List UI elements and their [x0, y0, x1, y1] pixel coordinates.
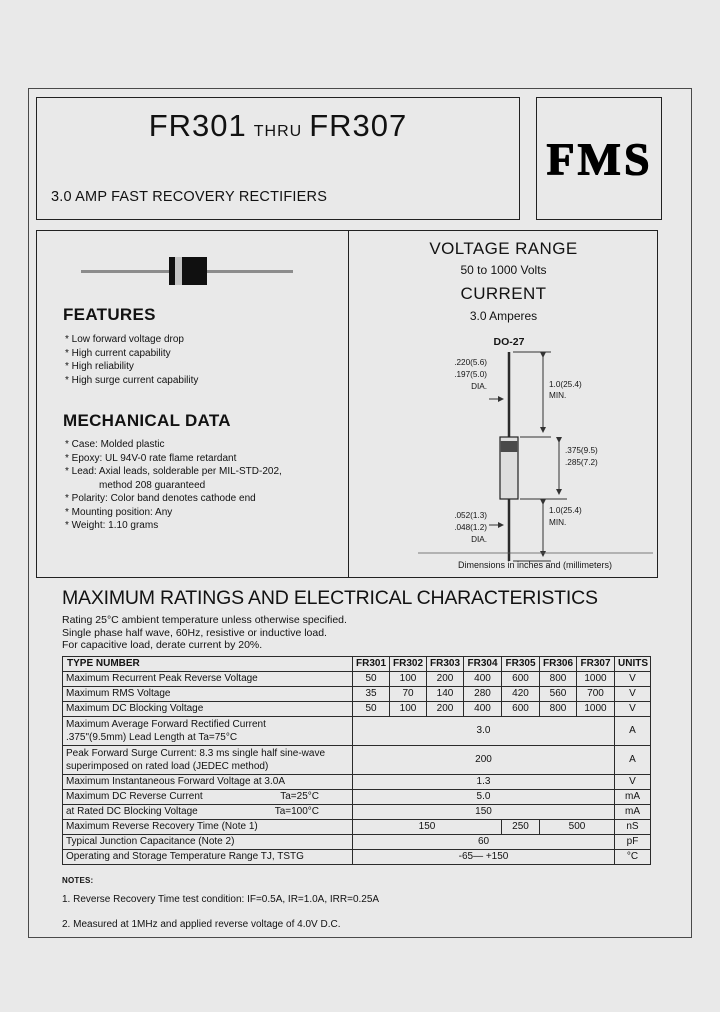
- dim-min-label: MIN.: [549, 391, 567, 400]
- header-title-box: [36, 97, 520, 220]
- cell-value: 560: [540, 687, 577, 702]
- row-label: Maximum Recurrent Peak Reverse Voltage: [63, 672, 353, 687]
- cell-value: 50: [353, 702, 390, 717]
- mechanical-item: * Epoxy: UL 94V-0 rate flame retardant: [65, 452, 282, 466]
- row-label: Typical Junction Capacitance (Note 2): [63, 835, 353, 850]
- table-row: [63, 687, 651, 702]
- cell-value-fr305: 250: [502, 820, 540, 835]
- row-label-line: Maximum Average Forward Rectified Current: [66, 719, 266, 730]
- cell-value: 200: [427, 702, 464, 717]
- row-condition: Ta=100°C: [274, 806, 319, 817]
- title-thru: THRU: [253, 123, 303, 140]
- dim-body-length-max: .375(9.5): [565, 446, 598, 455]
- feature-item: * High current capability: [65, 347, 198, 361]
- package-outline-drawing: [363, 331, 653, 577]
- col-fr304: FR304: [464, 657, 502, 672]
- dimensions-footnote: Dimensions in inches and (millimeters): [457, 560, 613, 570]
- col-fr303: FR303: [427, 657, 464, 672]
- cell-value-span: 60: [353, 835, 615, 850]
- cell-value: 1000: [577, 702, 615, 717]
- row-label: Maximum Reverse Recovery Time (Note 1): [63, 820, 353, 835]
- row-label: [63, 790, 353, 805]
- ratings-condition-line: For capacitive load, derate current by 20%.: [62, 639, 263, 651]
- cell-value: 600: [502, 702, 540, 717]
- col-fr307: FR307: [577, 657, 615, 672]
- dim-body-diameter-max: .220(5.6): [454, 358, 487, 367]
- cell-value: 600: [502, 672, 540, 687]
- cell-value: 800: [540, 702, 577, 717]
- cell-unit: V: [615, 687, 651, 702]
- dim-min-label: MIN.: [549, 518, 567, 527]
- brand-logo: FMS: [545, 133, 653, 184]
- cell-unit: pF: [615, 835, 651, 850]
- datasheet-subtitle: 3.0 AMP FAST RECOVERY RECTIFIERS: [51, 189, 328, 205]
- col-units: UNITS: [615, 657, 651, 672]
- table-row: [63, 702, 651, 717]
- row-label-line: superimposed on rated load (JEDEC method): [66, 761, 269, 772]
- cell-unit: mA: [615, 805, 651, 820]
- cell-unit: A: [615, 746, 651, 775]
- dim-lead-diameter-min: .048(1.2): [454, 523, 487, 532]
- cell-value-span: 5.0: [353, 790, 615, 805]
- cell-value-span: 200: [353, 746, 615, 775]
- notes-section: [62, 876, 379, 930]
- current-label: CURRENT: [460, 284, 547, 303]
- features-heading: FEATURES: [63, 305, 156, 324]
- col-fr302: FR302: [390, 657, 427, 672]
- cell-unit: V: [615, 775, 651, 790]
- col-fr301: FR301: [353, 657, 390, 672]
- current-value: 3.0 Amperes: [469, 309, 538, 323]
- row-label-line: Peak Forward Surge Current: 8.3 ms single half sine-wave: [66, 748, 326, 759]
- dim-lead-diameter-max: .052(1.3): [454, 511, 487, 520]
- cell-unit: mA: [615, 790, 651, 805]
- cell-value: 800: [540, 672, 577, 687]
- cell-value-fr306-307: 500: [540, 820, 615, 835]
- package-name-label: DO-27: [493, 336, 525, 348]
- row-label-text: Maximum DC Reverse Current: [66, 791, 203, 802]
- cell-unit: V: [615, 672, 651, 687]
- cell-value: 420: [502, 687, 540, 702]
- cell-value: 200: [427, 672, 464, 687]
- dim-lead-length-top: 1.0(25.4): [549, 380, 582, 389]
- row-condition: Ta=25°C: [280, 791, 319, 802]
- mechanical-item: * Polarity: Color band denotes cathode end: [65, 492, 282, 506]
- cell-unit: A: [615, 717, 651, 746]
- cell-value: 100: [390, 672, 427, 687]
- cell-value: 280: [464, 687, 502, 702]
- ratings-table: [62, 656, 651, 865]
- cell-unit: nS: [615, 820, 651, 835]
- dim-dia-label: DIA.: [471, 535, 487, 544]
- row-label: [63, 805, 353, 820]
- cell-value-span: -65— +150: [353, 850, 615, 865]
- col-fr306: FR306: [540, 657, 577, 672]
- table-header-row: [63, 657, 651, 672]
- diode-cathode-band: [175, 257, 182, 285]
- note-item: 1. Reverse Recovery Time test condition: IF=0.5A, IR=1.0A, IRR=0.25A: [62, 894, 380, 905]
- table-row: [63, 835, 651, 850]
- electrical-summary: [349, 239, 658, 323]
- cell-value: 100: [390, 702, 427, 717]
- dim-body-length-min: .285(7.2): [565, 458, 598, 467]
- row-label: [63, 746, 353, 775]
- ratings-conditions: [62, 614, 347, 652]
- features-list: [65, 333, 198, 387]
- ratings-summary-panel: [348, 231, 658, 577]
- row-label: Maximum DC Blocking Voltage: [63, 702, 353, 717]
- cell-value: 400: [464, 672, 502, 687]
- mechanical-item: * Mounting position: Any: [65, 506, 282, 520]
- cell-value: 400: [464, 702, 502, 717]
- row-label: Operating and Storage Temperature Range TJ, TSTG: [63, 850, 353, 865]
- main-content-box: [36, 230, 658, 578]
- cell-value: 35: [353, 687, 390, 702]
- diode-body-graphic: [169, 257, 207, 285]
- dim-dia-label: DIA.: [471, 382, 487, 391]
- table-row: [63, 790, 651, 805]
- cell-value: 1000: [577, 672, 615, 687]
- datasheet-title: [37, 108, 519, 144]
- mechanical-item-continuation: method 208 guaranteed: [99, 479, 206, 491]
- table-row: [63, 672, 651, 687]
- cell-value: 50: [353, 672, 390, 687]
- dim-lead-length-bottom: 1.0(25.4): [549, 506, 582, 515]
- ratings-condition-line: Single phase half wave, 60Hz, resistive or inductive load.: [62, 626, 327, 639]
- mechanical-item: * Lead: Axial leads, solderable per MIL-STD-202,: [65, 465, 282, 479]
- cell-value-fr301-304: 150: [353, 820, 502, 835]
- cell-unit: °C: [615, 850, 651, 865]
- mechanical-item: * Weight: 1.10 grams: [65, 519, 282, 533]
- title-part-number-end: FR307: [309, 108, 408, 143]
- brand-logo-box: [536, 97, 662, 220]
- row-label: [63, 717, 353, 746]
- voltage-range-value: 50 to 1000 Volts: [460, 263, 547, 277]
- cell-value-span: 1.3: [353, 775, 615, 790]
- ratings-section-heading: MAXIMUM RATINGS AND ELECTRICAL CHARACTERISTICS: [62, 587, 598, 609]
- table-row: [63, 850, 651, 865]
- feature-item: * High reliability: [65, 360, 198, 374]
- features-panel: [37, 231, 348, 577]
- cell-value: 700: [577, 687, 615, 702]
- cell-value-span: 150: [353, 805, 615, 820]
- title-part-number-start: FR301: [148, 108, 247, 143]
- table-row: [63, 820, 651, 835]
- voltage-range-label: VOLTAGE RANGE: [429, 239, 578, 258]
- mechanical-data-list: [65, 438, 282, 533]
- feature-item: * Low forward voltage drop: [65, 333, 198, 347]
- table-row: [63, 746, 651, 775]
- cell-unit: V: [615, 702, 651, 717]
- row-label-text: at Rated DC Blocking Voltage: [66, 806, 198, 817]
- col-type-number: TYPE NUMBER: [63, 657, 353, 672]
- row-label: Maximum RMS Voltage: [63, 687, 353, 702]
- ratings-condition-line: Rating 25°C ambient temperature unless otherwise specified.: [62, 614, 347, 626]
- mechanical-item: * Case: Molded plastic: [65, 438, 282, 452]
- dim-body-diameter-min: .197(5.0): [454, 370, 487, 379]
- note-item: 2. Measured at 1MHz and applied reverse voltage of 4.0V D.C.: [62, 919, 341, 930]
- cell-value: 140: [427, 687, 464, 702]
- col-fr305: FR305: [502, 657, 540, 672]
- feature-item: * High surge current capability: [65, 374, 198, 388]
- package-cathode-band: [501, 441, 517, 452]
- mechanical-data-heading: MECHANICAL DATA: [63, 411, 231, 430]
- notes-heading: NOTES:: [62, 876, 94, 885]
- cell-value-span: 3.0: [353, 717, 615, 746]
- row-label: Maximum Instantaneous Forward Voltage at 3.0A: [63, 775, 353, 790]
- cell-value: 70: [390, 687, 427, 702]
- row-label-line: .375"(9.5mm) Lead Length at Ta=75°C: [66, 732, 238, 743]
- table-row: [63, 717, 651, 746]
- table-row: [63, 805, 651, 820]
- table-row: [63, 775, 651, 790]
